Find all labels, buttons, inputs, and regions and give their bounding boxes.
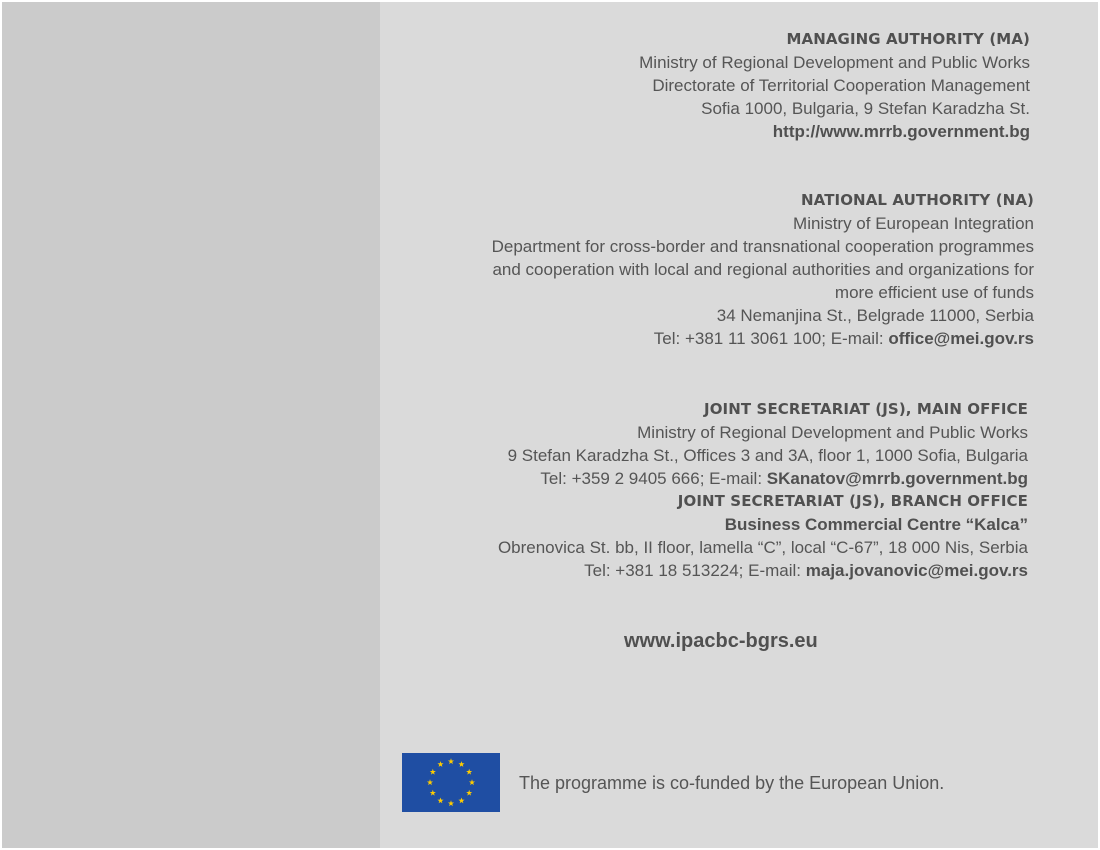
js-branch-subheading: Business Commercial Centre “Kalca” [724, 515, 1028, 534]
na-department-line-2: and cooperation with local and regional authorities and organizations for [492, 260, 1034, 279]
eu-star [430, 769, 436, 775]
eu-star [469, 779, 475, 785]
national-authority-heading: NATIONAL AUTHORITY (NA) [801, 191, 1034, 209]
managing-authority-block [639, 28, 1030, 143]
eu-star [466, 769, 472, 775]
programme-website-link[interactable]: www.ipacbc-bgrs.eu [624, 630, 818, 652]
ma-ministry-line: Ministry of Regional Development and Public Works [639, 53, 1030, 72]
eu-star [458, 761, 464, 767]
eu-stars-graphic [402, 753, 500, 812]
eu-star [458, 797, 464, 803]
js-main-contact-line [498, 467, 1028, 490]
na-department-line-1: Department for cross-border and transnational cooperation programmes [491, 237, 1034, 256]
managing-authority-heading: MANAGING AUTHORITY (MA) [786, 30, 1030, 48]
js-branch-email-link[interactable]: maja.jovanovic@mei.gov.rs [805, 561, 1028, 580]
js-branch-contact-line [498, 559, 1028, 582]
eu-star [448, 800, 454, 806]
ma-directorate-line: Directorate of Territorial Cooperation Management [652, 76, 1030, 95]
js-main-ministry-line: Ministry of Regional Development and Public Works [637, 423, 1028, 442]
joint-secretariat-block [498, 398, 1028, 582]
js-main-office-heading: JOINT SECRETARIAT (JS), MAIN OFFICE [704, 400, 1028, 418]
na-email-link[interactable]: office@mei.gov.rs [888, 329, 1034, 348]
eu-star [427, 779, 433, 785]
js-branch-contact-prefix: Tel: +381 18 513224; E-mail: [584, 561, 806, 580]
js-branch-address-line: Obrenovica St. bb, II floor, lamella “C”, local “C-67”, 18 000 Nis, Serbia [497, 538, 1028, 557]
js-main-email-link[interactable]: SKanatov@mrrb.government.bg [766, 469, 1028, 488]
na-ministry-line: Ministry of European Integration [793, 214, 1034, 233]
eu-star [448, 758, 454, 764]
ma-website-link[interactable]: http://www.mrrb.government.bg [772, 122, 1030, 141]
cofunded-text: The programme is co-funded by the European Union. [519, 773, 945, 793]
na-department-line-3: more efficient use of funds [834, 283, 1034, 302]
na-contact-line [492, 327, 1034, 350]
left-panel [2, 2, 380, 848]
js-branch-office-heading: JOINT SECRETARIAT (JS), BRANCH OFFICE [677, 492, 1028, 510]
eu-star [437, 761, 443, 767]
eu-flag-icon [402, 753, 500, 812]
js-main-contact-prefix: Tel: +359 2 9405 666; E-mail: [540, 469, 767, 488]
eu-star [430, 790, 436, 796]
na-address-line: 34 Nemanjina St., Belgrade 11000, Serbia [716, 306, 1034, 325]
ma-address-line: Sofia 1000, Bulgaria, 9 Stefan Karadzha St. [701, 99, 1030, 118]
national-authority-block [492, 189, 1034, 350]
na-contact-prefix: Tel: +381 11 3061 100; E-mail: [653, 329, 889, 348]
eu-star [437, 797, 443, 803]
js-main-address-line: 9 Stefan Karadzha St., Offices 3 and 3A, floor 1, 1000 Sofia, Bulgaria [507, 446, 1028, 465]
eu-star [466, 790, 472, 796]
